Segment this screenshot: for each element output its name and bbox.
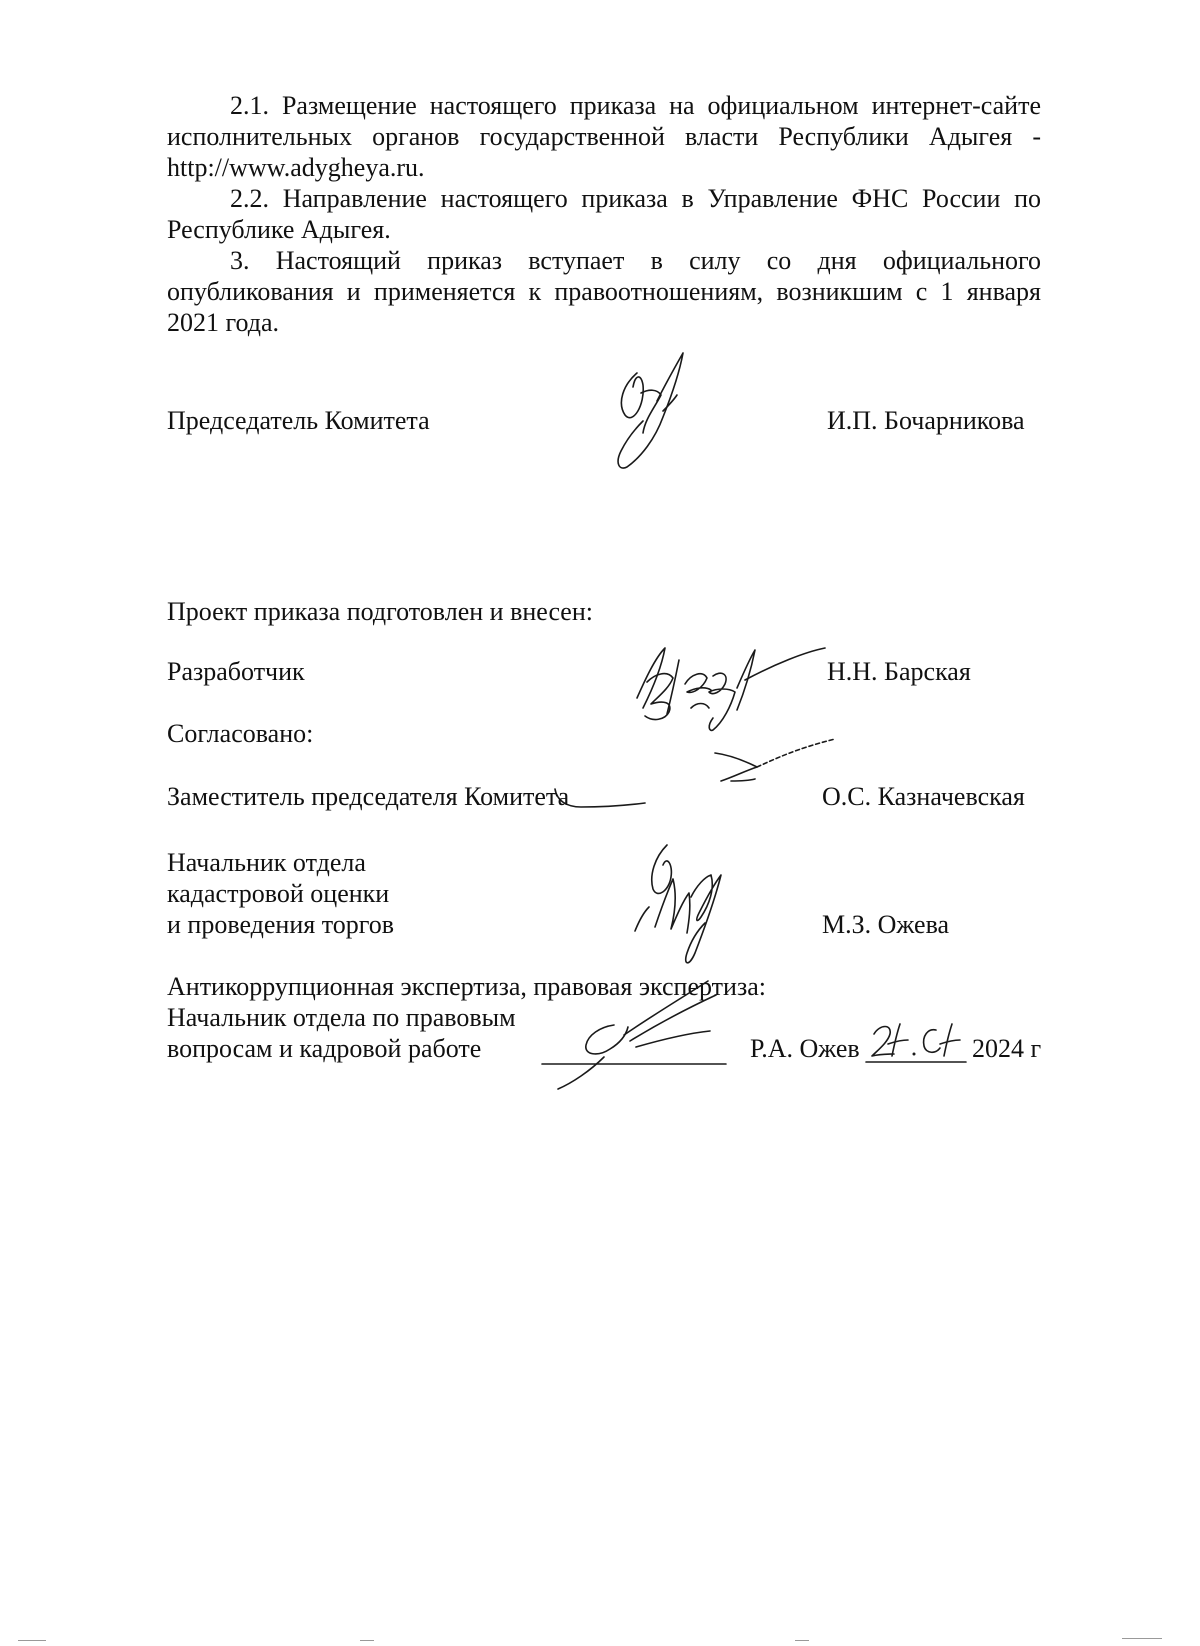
expertise-label: Антикоррупционная экспертиза, правовая экспертиза: <box>167 972 766 1001</box>
developer-signature <box>625 630 845 740</box>
developer-position: Разработчик <box>167 657 305 686</box>
agreed-label: Согласовано: <box>167 719 314 748</box>
deputy-signature <box>545 735 855 815</box>
chairman-position: Председатель Комитета <box>167 406 430 435</box>
scan-speck <box>18 1640 46 1641</box>
scan-speck <box>795 1640 809 1641</box>
expertise-position-line2: вопросам и кадровой работе <box>167 1034 482 1063</box>
handwritten-date <box>866 1016 976 1066</box>
cadastral-head-name: М.З. Ожева <box>822 910 950 939</box>
cadastral-head-position-line2: кадастровой оценки <box>167 879 390 908</box>
cadastral-head-position-line1: Начальник отдела <box>167 848 366 877</box>
expertise-position-line1: Начальник отдела по правовым <box>167 1003 516 1032</box>
expertise-name: Р.А. Ожев <box>750 1034 860 1063</box>
prepared-label: Проект приказа подготовлен и внесен: <box>167 597 593 626</box>
paragraph-3: 3. Настоящий приказ вступает в силу со дня официального опубликования и применяется к правоотношениям, возникшим с 1 января 2021 года. <box>167 246 1041 337</box>
deputy-name: О.С. Казначевская <box>822 782 1025 811</box>
cadastral-head-signature <box>625 835 755 975</box>
scan-speck <box>360 1640 374 1641</box>
expertise-year: 2024 г <box>972 1034 1042 1063</box>
chairman-signature <box>605 345 715 475</box>
cadastral-head-position-line3: и проведения торгов <box>167 910 395 939</box>
scan-speck <box>1122 1638 1162 1639</box>
expertise-signature <box>540 975 740 1095</box>
developer-name: Н.Н. Барская <box>827 657 971 686</box>
chairman-name: И.П. Бочарникова <box>827 406 1025 435</box>
paragraph-2-1: 2.1. Размещение настоящего приказа на официальном интернет-сайте исполнительных органов государственной власти Республики Адыгея - http://www.adygheya.ru. <box>167 91 1041 182</box>
deputy-position: Заместитель председателя Комитета <box>167 782 570 811</box>
paragraph-2-2: 2.2. Направление настоящего приказа в Управление ФНС России по Республике Адыгея. <box>167 184 1041 244</box>
